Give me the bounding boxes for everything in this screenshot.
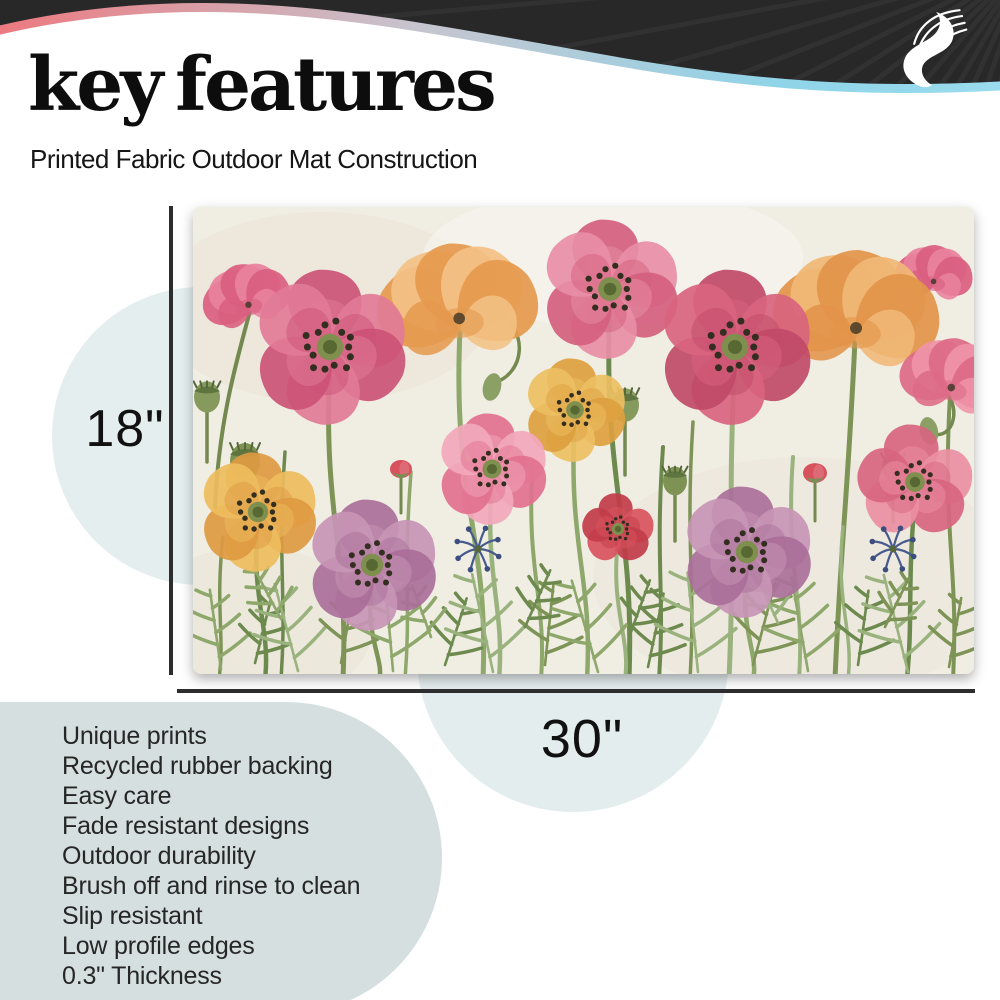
feature-item: Fade resistant designs xyxy=(62,812,310,840)
feature-item: Recycled rubber backing xyxy=(62,752,333,780)
feature-item: Outdoor durability xyxy=(62,842,256,870)
mat-artwork xyxy=(193,207,974,674)
width-dimension-label: 30" xyxy=(540,709,624,769)
features-list xyxy=(62,721,360,991)
feature-item: Unique prints xyxy=(62,722,207,750)
height-dimension-label: 18" xyxy=(85,400,165,458)
feature-item: Slip resistant xyxy=(62,902,203,930)
width-dimension-line xyxy=(177,689,975,693)
page-title: key features xyxy=(28,42,494,128)
product-mat-image xyxy=(193,207,974,674)
feature-item: Easy care xyxy=(62,782,172,810)
feature-item: Low profile edges xyxy=(62,932,255,960)
feature-item: 0.3" Thickness xyxy=(62,962,222,990)
feature-item: Brush off and rinse to clean xyxy=(62,872,361,900)
page-subtitle: Printed Fabric Outdoor Mat Construction xyxy=(30,144,478,174)
swirl-s-icon xyxy=(885,6,977,90)
